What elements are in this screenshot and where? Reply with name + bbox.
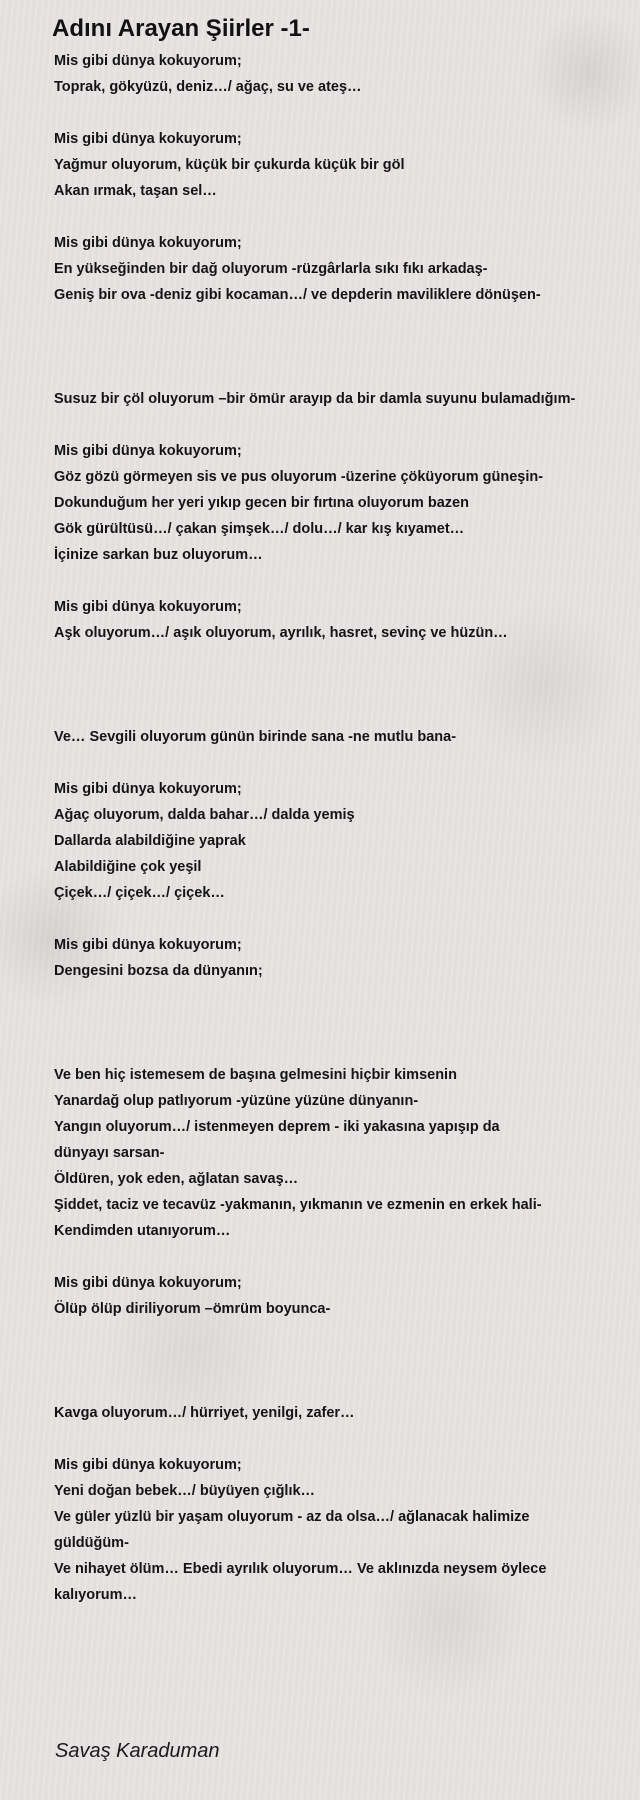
stanza xyxy=(54,386,634,412)
poem-title: Adını Arayan Şiirler -1- xyxy=(52,15,310,42)
poem-line: Öldüren, yok eden, ağlatan savaş… xyxy=(54,1171,299,1187)
poem-line: Yağmur oluyorum, küçük bir çukurda küçük bir göl xyxy=(54,157,405,173)
poem-line: Mis gibi dünya kokuyorum; xyxy=(54,1275,242,1291)
poem-line: Mis gibi dünya kokuyorum; xyxy=(54,781,242,797)
poem-line: Kendimden utanıyorum… xyxy=(54,1223,231,1239)
poem-line: Akan ırmak, taşan sel… xyxy=(54,183,217,199)
poem-line: Mis gibi dünya kokuyorum; xyxy=(54,235,242,251)
poem-line: Alabildiğine çok yeşil xyxy=(54,859,202,875)
stanza-gap xyxy=(54,750,634,776)
poem-line: Mis gibi dünya kokuyorum; xyxy=(54,131,242,147)
poem-line: Ve güler yüzlü bir yaşam oluyorum - az da olsa…/ ağlanacak halimize xyxy=(54,1509,530,1525)
poem-line: İçinize sarkan buz oluyorum… xyxy=(54,547,263,563)
poem-line: Mis gibi dünya kokuyorum; xyxy=(54,599,242,615)
stanza-gap xyxy=(54,906,634,932)
stanza-gap xyxy=(54,308,634,386)
stanza xyxy=(54,724,634,750)
poem-line: Kavga oluyorum…/ hürriyet, yenilgi, zafer… xyxy=(54,1405,355,1421)
poem-body xyxy=(54,48,634,1608)
poem-line: Ağaç oluyorum, dalda bahar…/ dalda yemiş xyxy=(54,807,355,823)
stanza xyxy=(54,594,634,646)
poem-line: Mis gibi dünya kokuyorum; xyxy=(54,53,242,69)
poem-line: Yangın oluyorum…/ istenmeyen deprem - iki yakasına yapışıp da xyxy=(54,1119,500,1135)
stanza xyxy=(54,1400,634,1426)
stanza-gap xyxy=(54,204,634,230)
stanza-gap xyxy=(54,646,634,724)
stanza xyxy=(54,1270,634,1322)
poem-line: Mis gibi dünya kokuyorum; xyxy=(54,937,242,953)
stanza xyxy=(54,230,634,308)
poem-line: Çiçek…/ çiçek…/ çiçek… xyxy=(54,885,225,901)
poem-line: Yeni doğan bebek…/ büyüyen çığlık… xyxy=(54,1483,316,1499)
poem-line: Toprak, gökyüzü, deniz…/ ağaç, su ve ateş… xyxy=(54,79,362,95)
stanza-gap xyxy=(54,1322,634,1400)
poem-line: Ve ben hiç istemesem de başına gelmesini hiçbir kimsenin xyxy=(54,1067,457,1083)
poem-line: Gök gürültüsü…/ çakan şimşek…/ dolu…/ kar kış kıyamet… xyxy=(54,521,465,537)
poem-line: güldüğüm- xyxy=(54,1535,129,1551)
poem-line: Mis gibi dünya kokuyorum; xyxy=(54,1457,242,1473)
stanza-gap xyxy=(54,568,634,594)
poem-line: Göz gözü görmeyen sis ve pus oluyorum -üzerine çöküyorum güneşin- xyxy=(54,469,544,485)
poem-line: Dokunduğum her yeri yıkıp gecen bir fırtına oluyorum bazen xyxy=(54,495,469,511)
poem-line: dünyayı sarsan- xyxy=(54,1145,165,1161)
stanza xyxy=(54,126,634,204)
poem-line: Dallarda alabildiğine yaprak xyxy=(54,833,246,849)
stanza xyxy=(54,48,634,100)
stanza-gap xyxy=(54,984,634,1062)
poem-line: Şiddet, taciz ve tecavüz -yakmanın, yıkmanın ve ezmenin en erkek hali- xyxy=(54,1197,542,1213)
poem-line: Ve… Sevgili oluyorum günün birinde sana -ne mutlu bana- xyxy=(54,729,457,745)
poem-line: Dengesini bozsa da dünyanın; xyxy=(54,963,263,979)
stanza-gap xyxy=(54,1244,634,1270)
stanza xyxy=(54,1062,634,1244)
poem-line: Mis gibi dünya kokuyorum; xyxy=(54,443,242,459)
stanza xyxy=(54,1452,634,1608)
poem-line: En yükseğinden bir dağ oluyorum -rüzgârlarla sıkı fıkı arkadaş- xyxy=(54,261,488,277)
stanza xyxy=(54,776,634,906)
poem-line: Aşk oluyorum…/ aşık oluyorum, ayrılık, hasret, sevinç ve hüzün… xyxy=(54,625,508,641)
poem-line: kalıyorum… xyxy=(54,1587,137,1603)
stanza xyxy=(54,932,634,984)
poem-line: Yanardağ olup patlıyorum -yüzüne yüzüne dünyanın- xyxy=(54,1093,419,1109)
poem-line: Susuz bir çöl oluyorum –bir ömür arayıp da bir damla suyunu bulamadığım- xyxy=(54,391,576,407)
poem-line: Ve nihayet ölüm… Ebedi ayrılık oluyorum… Ve aklınızda neysem öylece xyxy=(54,1561,547,1577)
stanza xyxy=(54,438,634,568)
stanza-gap xyxy=(54,412,634,438)
stanza-gap xyxy=(54,1426,634,1452)
stanza-gap xyxy=(54,100,634,126)
poem-line: Geniş bir ova -deniz gibi kocaman…/ ve depderin maviliklere dönüşen- xyxy=(54,287,541,303)
poem-author: Savaş Karaduman xyxy=(55,1740,220,1762)
poem-line: Ölüp ölüp diriliyorum –ömrüm boyunca- xyxy=(54,1301,331,1317)
